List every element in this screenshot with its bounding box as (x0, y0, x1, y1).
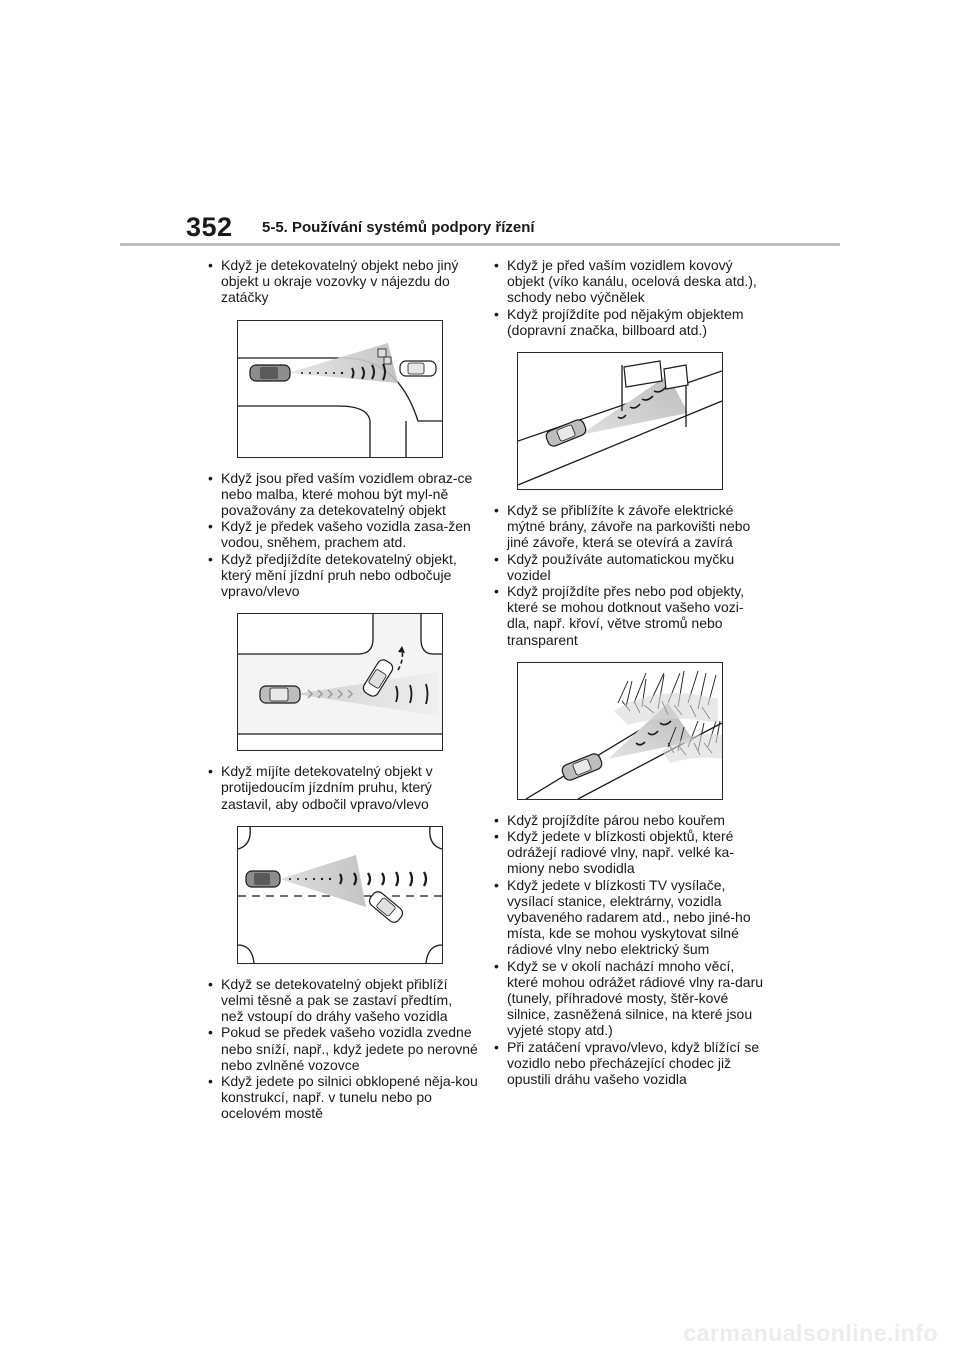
bullet-list (206, 763, 478, 812)
page-number: 352 (186, 212, 233, 242)
right-column (492, 257, 764, 1087)
section-title: 5-5. Používání systémů podpory řízení (262, 219, 535, 236)
list-item: • Když jedete v blízkosti objektů, které odrážejí radiové vlny, např. velké ka-miony nebo svodidla (492, 828, 764, 877)
list-item: • Když projíždíte pod nějakým objektem (dopravní značka, billboard atd.) (492, 306, 764, 338)
list-item: • Když projíždíte párou nebo kouřem (492, 812, 764, 828)
list-item: • Když míjíte detekovatelný objekt v protijedoucím jízdním pruhu, který zastavil, aby odbočil vpravo/vlevo (206, 763, 478, 812)
illustration-curve-roadside-object (237, 320, 443, 458)
illustration-overhead-sign (517, 352, 723, 490)
list-item: • Když se přiblížíte k závoře elektrické mýtné brány, závoře na parkovišti nebo jiné závoře, která se otevírá a zavírá (492, 502, 764, 551)
list-item: • Pokud se předek vašeho vozidla zvedne nebo sníží, např., když jedete po nerovné nebo zvlněné vozovce (206, 1024, 478, 1073)
left-column (206, 257, 478, 1122)
bullet-list (206, 257, 478, 306)
illustration-bushes-branches (517, 662, 723, 800)
list-item: • Když předjíždíte detekovatelný objekt, který mění jízdní pruh nebo odbočuje vpravo/vlevo (206, 551, 478, 600)
header-rule (120, 243, 840, 246)
list-item: • Když jsou před vaším vozidlem obraz-ce nebo malba, které mohou být myl-ně považovány za detekovatelný objekt (206, 470, 478, 519)
list-item: • Při zatáčení vpravo/vlevo, když blížící se vozidlo nebo přecházející chodec již opustili dráhu vašeho vozidla (492, 1039, 764, 1088)
list-item: • Když je předek vašeho vozidla zasa-žen vodou, sněhem, prachem atd. (206, 518, 478, 550)
list-item: • Když projíždíte přes nebo pod objekty, které se mohou dotknout vašeho vozi-dla, např. křoví, větve stromů nebo transparent (492, 583, 764, 648)
illustration-overtaking-lane-change (237, 613, 443, 751)
list-item: • Když jedete v blízkosti TV vysílače, vysílací stanice, elektrárny, vozidla vybaveného radarem atd., nebo jiné-ho místa, kde se mohou vyskytovat silné rádiové vlny nebo elektrický šum (492, 877, 764, 958)
illustration-oncoming-stopped-vehicle (237, 826, 443, 964)
list-item: • Když je před vaším vozidlem kovový objekt (víko kanálu, ocelová deska atd.), schody nebo výčnělek (492, 257, 764, 306)
bullet-list (492, 812, 764, 1087)
watermark: carmanualsonline.info (683, 1320, 938, 1346)
list-item: • Když se detekovatelný objekt přiblíží velmi těsně a pak se zastaví předtím, než vstoupí do dráhy vašeho vozidla (206, 976, 478, 1025)
list-item: • Když je detekovatelný objekt nebo jiný objekt u okraje vozovky v nájezdu do zatáčky (206, 257, 478, 306)
list-item: • Když používáte automatickou myčku vozidel (492, 551, 764, 583)
bullet-list (492, 257, 764, 338)
bullet-list (206, 976, 478, 1122)
list-item: • Když se v okolí nachází mnoho věcí, které mohou odrážet rádiové vlny ra-daru (tunely, příhradové mosty, štěr-kové silnice, zasněžená silnice, na které jsou vyjeté stopy atd.) (492, 958, 764, 1039)
list-item: • Když jedete po silnici obklopené něja-kou konstrukcí, např. v tunelu nebo po ocelovém mostě (206, 1073, 478, 1122)
bullet-list (492, 502, 764, 648)
bullet-list (206, 470, 478, 600)
